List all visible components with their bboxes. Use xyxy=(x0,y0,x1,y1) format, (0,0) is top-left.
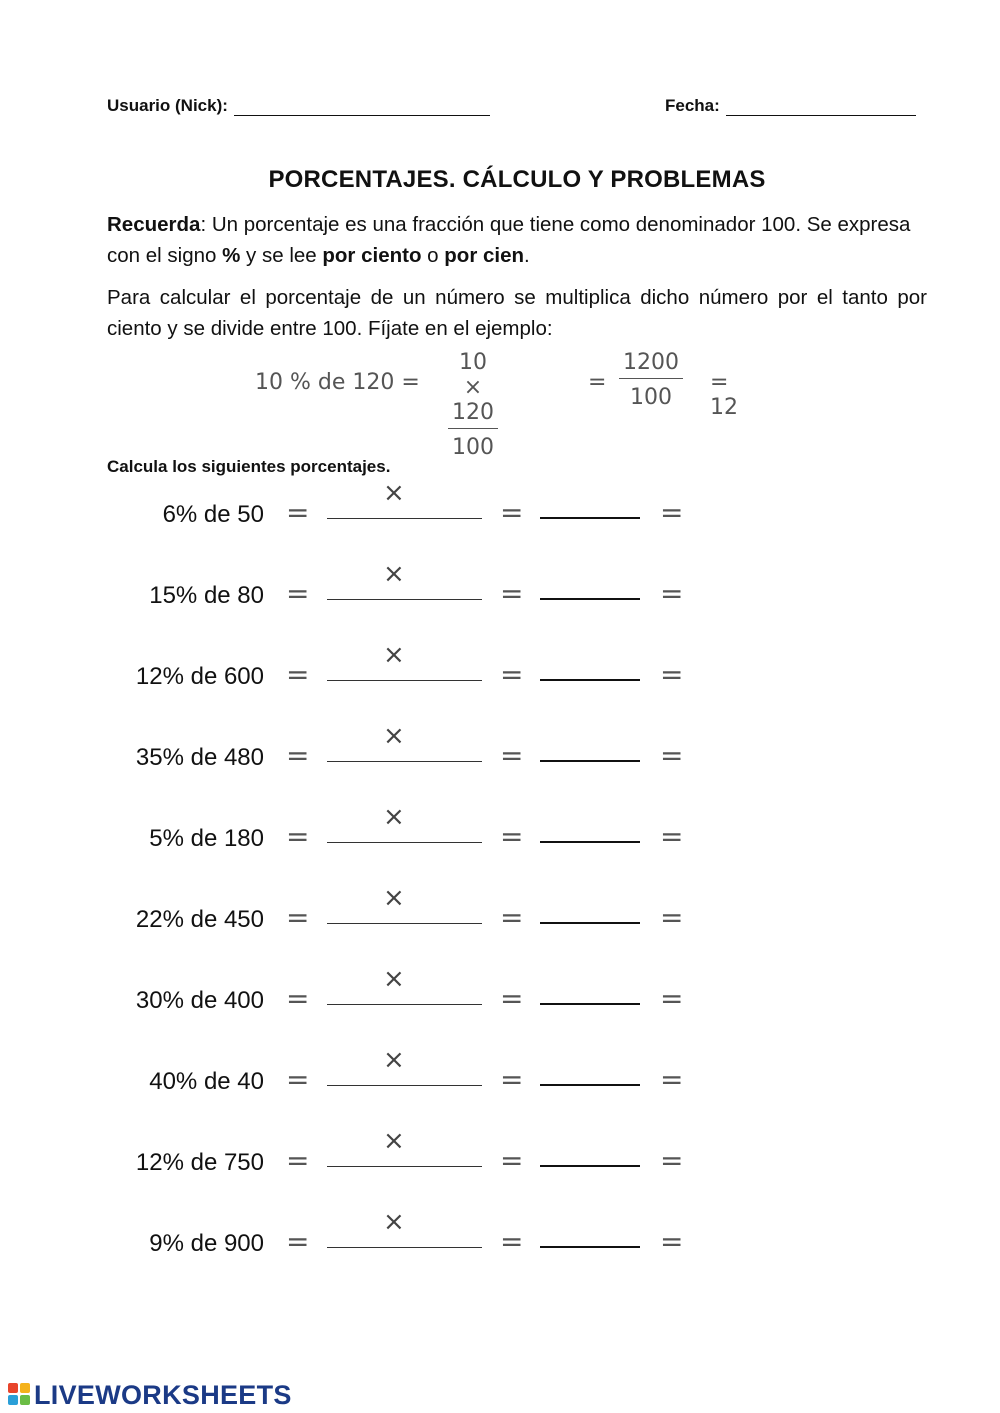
date-field xyxy=(665,96,916,116)
equals-sign: = xyxy=(286,658,310,691)
date-label: Fecha: xyxy=(665,96,720,115)
exercise-row xyxy=(0,1207,1000,1285)
exercise-label: 15% de 80 xyxy=(149,582,264,609)
fraction-bar-1[interactable] xyxy=(327,923,482,924)
fraction-bar-1[interactable] xyxy=(327,842,482,843)
fraction-bar-1[interactable] xyxy=(327,1004,482,1005)
term-por-cien: por cien xyxy=(444,244,525,267)
exercise-label: 9% de 900 xyxy=(149,1230,264,1257)
fraction-bar-1[interactable] xyxy=(327,599,482,600)
reminder-text-3: o xyxy=(421,244,445,267)
method-paragraph: Para calcular el porcentaje de un número se multiplica dicho número por el tanto por ciento y se divide entre 100. Fíjate en el ejemplo: xyxy=(107,286,927,340)
times-icon: × xyxy=(383,883,405,913)
exercise-label: 5% de 180 xyxy=(149,825,264,852)
exercise-row xyxy=(0,559,1000,637)
fraction-bar-2[interactable] xyxy=(540,922,640,924)
equals-sign: = xyxy=(660,1144,684,1177)
example-equals: = xyxy=(588,370,607,395)
equals-sign: = xyxy=(500,577,524,610)
reminder-bold: Recuerda xyxy=(107,213,201,236)
reminder-paragraph xyxy=(107,209,927,271)
fraction-1-denominator: 100 xyxy=(451,435,494,460)
exercise-label: 12% de 600 xyxy=(135,663,264,690)
exercise-row xyxy=(0,1045,1000,1123)
equals-sign: = xyxy=(286,901,310,934)
equals-sign: = xyxy=(500,1225,524,1258)
instruction: Calcula los siguientes porcentajes. xyxy=(107,457,391,476)
equals-sign: = xyxy=(660,577,684,610)
times-icon: × xyxy=(383,640,405,670)
exercise-label: 40% de 40 xyxy=(149,1068,264,1095)
equals-sign: = xyxy=(500,1144,524,1177)
fraction-bar-2[interactable] xyxy=(540,1246,640,1248)
equals-sign: = xyxy=(660,1063,684,1096)
equals-sign: = xyxy=(660,658,684,691)
fraction-bar-2[interactable] xyxy=(540,1003,640,1005)
equals-sign: = xyxy=(286,577,310,610)
times-icon: × xyxy=(383,802,405,832)
times-icon: × xyxy=(383,964,405,994)
times-icon: × xyxy=(383,721,405,751)
fraction-bar-2[interactable] xyxy=(540,598,640,600)
example-left: 10 % de 120 = xyxy=(255,370,420,395)
equals-sign: = xyxy=(660,1225,684,1258)
exercise-label: 6% de 50 xyxy=(162,501,264,528)
fraction-1-numerator: 10 × 120 xyxy=(448,350,498,429)
exercise-row xyxy=(0,640,1000,718)
term-por-ciento: por ciento xyxy=(322,244,422,267)
equals-sign: = xyxy=(500,739,524,772)
equals-sign: = xyxy=(660,496,684,529)
user-nick-field xyxy=(107,96,490,116)
exercise-label: 12% de 750 xyxy=(135,1149,264,1176)
exercise-row xyxy=(0,478,1000,556)
page-title: PORCENTAJES. CÁLCULO Y PROBLEMAS xyxy=(268,166,766,193)
exercise-row xyxy=(0,883,1000,961)
fraction-bar-2[interactable] xyxy=(540,760,640,762)
fraction-bar-2[interactable] xyxy=(540,517,640,519)
equals-sign: = xyxy=(500,982,524,1015)
fraction-bar-1[interactable] xyxy=(327,761,482,762)
equals-sign: = xyxy=(500,496,524,529)
user-label: Usuario (Nick): xyxy=(107,96,228,115)
equals-sign: = xyxy=(286,1144,310,1177)
reminder-text-4: . xyxy=(524,244,530,267)
equals-sign: = xyxy=(286,982,310,1015)
fraction-bar-1[interactable] xyxy=(327,518,482,519)
times-icon: × xyxy=(383,1207,405,1237)
fraction-bar-1[interactable] xyxy=(327,1247,482,1248)
fraction-bar-1[interactable] xyxy=(327,680,482,681)
fraction-2-numerator: 1200 xyxy=(619,350,683,379)
percent-sign: % xyxy=(222,244,241,267)
liveworksheets-logo xyxy=(8,1380,292,1411)
exercise-label: 30% de 400 xyxy=(135,987,264,1014)
equals-sign: = xyxy=(500,820,524,853)
equals-sign: = xyxy=(660,739,684,772)
times-icon: × xyxy=(383,478,405,508)
equals-sign: = xyxy=(286,496,310,529)
example-fraction-2 xyxy=(619,350,683,410)
brand-name: LIVEWORKSHEETS xyxy=(34,1380,292,1410)
equals-sign: = xyxy=(286,1225,310,1258)
fraction-bar-1[interactable] xyxy=(327,1085,482,1086)
times-icon: × xyxy=(383,1045,405,1075)
equals-sign: = xyxy=(660,901,684,934)
times-icon: × xyxy=(383,559,405,589)
fraction-bar-2[interactable] xyxy=(540,679,640,681)
equals-sign: = xyxy=(500,901,524,934)
reminder-text-2: y se lee xyxy=(240,244,323,267)
equals-sign: = xyxy=(286,820,310,853)
reminder-text: : Un porcentaje es una fracción que tiene como denominador 100. Se expresa con el signo xyxy=(107,213,911,267)
equals-sign: = xyxy=(286,739,310,772)
exercise-row xyxy=(0,964,1000,1042)
equals-sign: = xyxy=(286,1063,310,1096)
fraction-bar-2[interactable] xyxy=(540,1165,640,1167)
equals-sign: = xyxy=(500,658,524,691)
date-input[interactable] xyxy=(726,99,916,116)
fraction-bar-2[interactable] xyxy=(540,841,640,843)
brand-logo-icon xyxy=(8,1383,32,1407)
exercise-row xyxy=(0,802,1000,880)
user-nick-input[interactable] xyxy=(234,99,490,116)
example-result: = 12 xyxy=(710,370,738,420)
fraction-bar-2[interactable] xyxy=(540,1084,640,1086)
equals-sign: = xyxy=(660,982,684,1015)
equals-sign: = xyxy=(500,1063,524,1096)
example-fraction-1 xyxy=(448,350,498,460)
exercise-row xyxy=(0,1126,1000,1204)
times-icon: × xyxy=(383,1126,405,1156)
exercise-row xyxy=(0,721,1000,799)
fraction-2-denominator: 100 xyxy=(630,385,672,410)
fraction-bar-1[interactable] xyxy=(327,1166,482,1167)
equals-sign: = xyxy=(660,820,684,853)
exercise-label: 35% de 480 xyxy=(135,744,264,771)
exercise-label: 22% de 450 xyxy=(135,906,264,933)
